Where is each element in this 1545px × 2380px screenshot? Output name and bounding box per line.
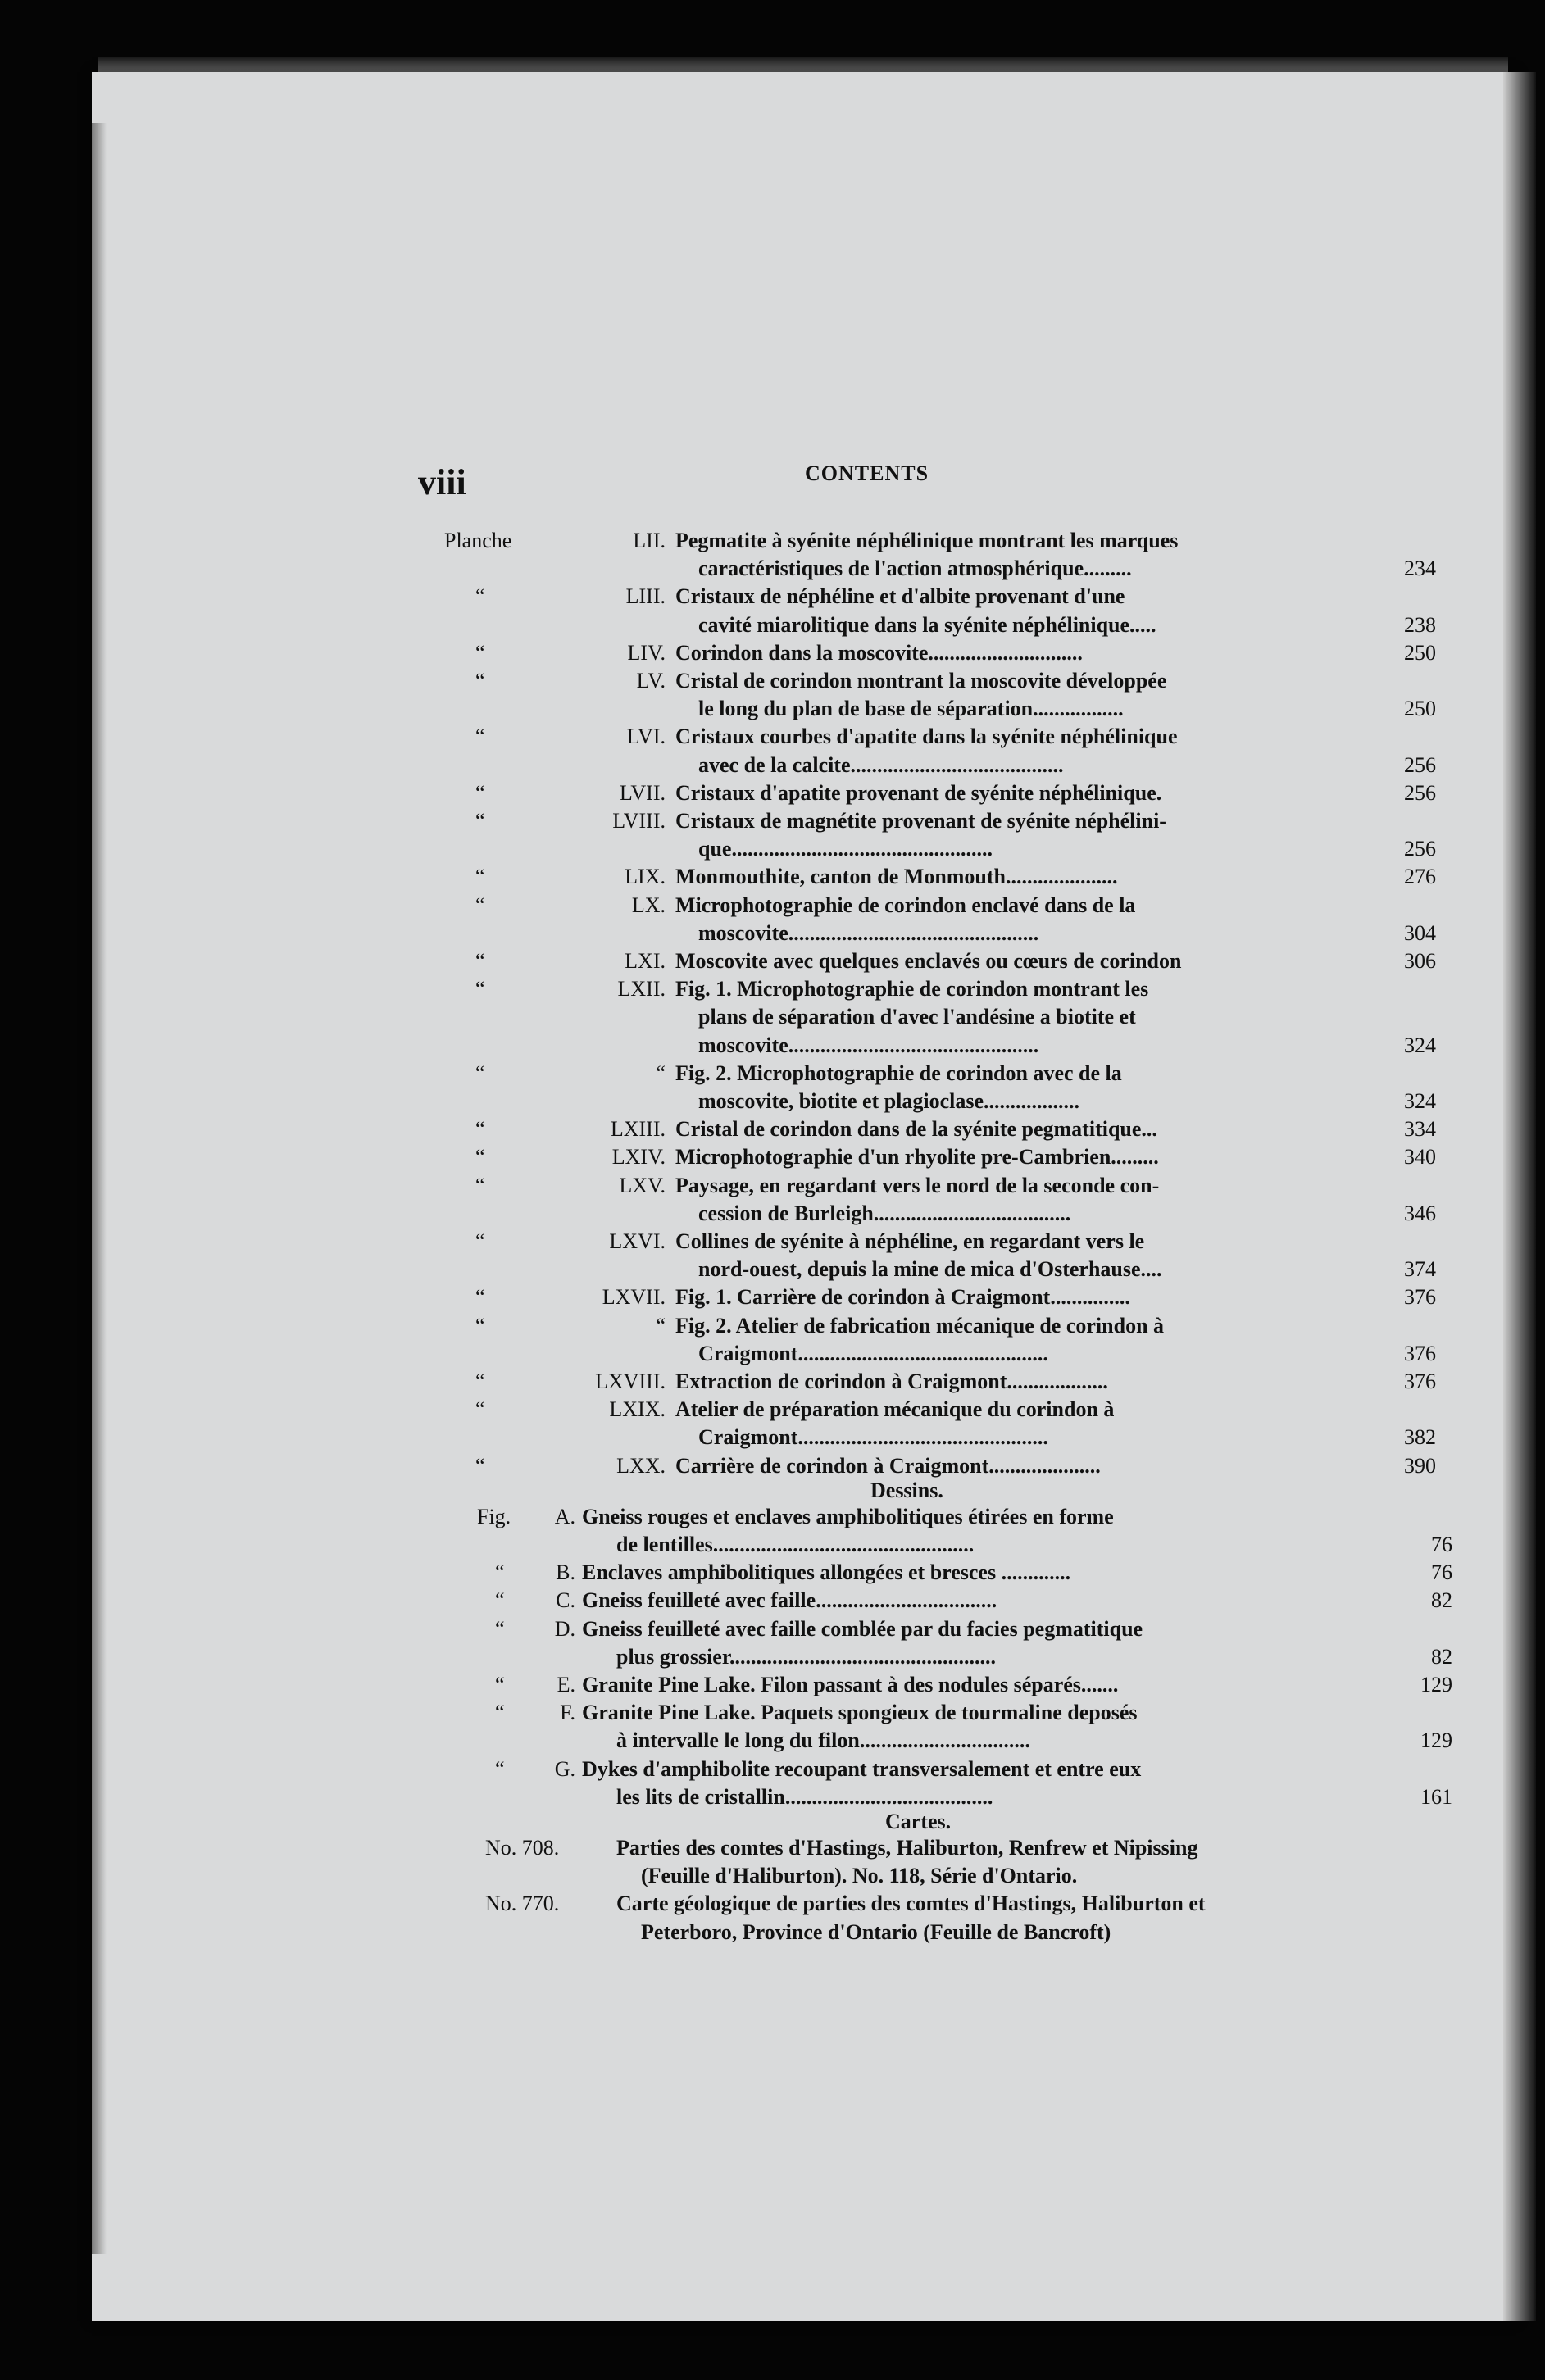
plate-number: LXV.: [619, 1173, 666, 1197]
section-heading-dessins: Dessins.: [870, 1478, 943, 1502]
figure-lead: “: [495, 1560, 505, 1585]
map-title: (Feuille d'Haliburton). No. 118, Série d'Ontario.: [641, 1864, 1078, 1888]
entry-lead: “: [475, 724, 485, 749]
entry-page-number: 304: [1404, 920, 1436, 945]
contents-entry: [92, 835, 1516, 863]
entry-title: moscovite...............................................: [698, 1033, 1039, 1057]
contents-entry: [92, 1060, 1516, 1088]
entry-lead: “: [475, 809, 485, 833]
figure-title: Gneiss rouges et enclaves amphibolitiques étirées en forme: [582, 1504, 1114, 1528]
page-number: viii: [418, 462, 466, 502]
entry-title: Fig. 2. Atelier de fabrication mécanique de corindon à: [675, 1313, 1165, 1338]
contents-entry: [92, 1256, 1516, 1283]
entry-title: le long du plan de base de séparation.................: [698, 697, 1124, 721]
figure-title: les lits de cristallin.......................................: [616, 1784, 993, 1809]
contents-entry: [92, 1452, 1516, 1480]
contents-entry: [92, 667, 1516, 695]
entry-title: Fig. 1. Carrière de corindon à Craigmont...............: [675, 1285, 1130, 1310]
contents-entry: [92, 807, 1516, 835]
plate-number: LXI.: [625, 949, 666, 973]
entry-page-number: 250: [1404, 697, 1436, 721]
figure-entry: [92, 1559, 1516, 1587]
figure-letter: G.: [554, 1756, 575, 1781]
figure-letter: C.: [556, 1588, 575, 1613]
contents-entry: [92, 1283, 1516, 1311]
plate-number: LXIX.: [609, 1397, 666, 1422]
entry-title: moscovite, biotite et plagioclase..................: [698, 1089, 1080, 1113]
contents-entry: [92, 1396, 1516, 1424]
entry-title: Microphotographie d'un rhyolite pre-Cambrien.........: [675, 1145, 1159, 1170]
plate-number: LIX.: [625, 865, 666, 889]
figure-title: Gneiss feuilleté avec faille..................................: [582, 1588, 997, 1613]
contents-entry: [92, 1143, 1516, 1171]
contents-entry: [92, 1368, 1516, 1396]
entry-page-number: 276: [1404, 865, 1436, 889]
entry-page-number: 306: [1404, 949, 1436, 973]
map-entry: [92, 1834, 1516, 1862]
figure-entry: [92, 1643, 1516, 1671]
scanned-page: [92, 72, 1516, 2321]
plate-number: LXII.: [617, 977, 666, 1002]
plate-number: LVII.: [619, 780, 666, 805]
entry-title: nord-ouest, depuis la mine de mica d'Osterhause....: [698, 1257, 1162, 1282]
plate-number: LXX.: [616, 1453, 666, 1478]
entry-title: Cristal de corindon montrant la moscovite développée: [675, 669, 1167, 693]
contents-entry: [92, 863, 1516, 891]
entry-page-number: 376: [1404, 1341, 1436, 1365]
entry-lead: Planche: [444, 529, 512, 552]
map-title: Parties des comtes d'Hastings, Haliburton, Renfrew et Nipissing: [616, 1836, 1198, 1860]
entry-title: caractéristiques de l'action atmosphérique.........: [698, 556, 1132, 581]
entry-lead: “: [475, 1117, 485, 1142]
contents-entry: [92, 920, 1516, 947]
map-entry: [92, 1862, 1516, 1890]
entry-page-number: 324: [1404, 1033, 1436, 1057]
entry-lead: “: [475, 1173, 485, 1197]
entry-title: Monmouthite, canton de Monmouth.....................: [675, 865, 1118, 889]
entry-title: Pegmatite à syénite néphélinique montrant les marques: [675, 529, 1179, 552]
plate-number: LVIII.: [612, 809, 666, 833]
entry-title: plans de séparation d'avec l'andésine a biotite et: [698, 1005, 1136, 1029]
entry-lead: “: [475, 1061, 485, 1085]
contents-entry: [92, 723, 1516, 751]
figure-title: plus grossier..................................................: [616, 1644, 996, 1669]
contents-entry: [92, 639, 1516, 667]
figure-letter: D.: [554, 1616, 575, 1641]
figure-entry: [92, 1783, 1516, 1811]
section-heading-cartes: Cartes.: [885, 1810, 952, 1833]
figure-title: Granite Pine Lake. Paquets spongieux de tourmaline deposés: [582, 1701, 1138, 1725]
entry-page-number: 346: [1404, 1201, 1436, 1225]
figure-entry: [92, 1531, 1516, 1559]
entry-lead: “: [475, 1145, 485, 1170]
entry-title: moscovite...............................................: [698, 920, 1039, 945]
entry-title: cession de Burleigh.....................................: [698, 1201, 1071, 1225]
contents-entry: [92, 1172, 1516, 1200]
figure-page-number: 76: [1431, 1560, 1452, 1585]
figure-lead: Fig.: [477, 1504, 511, 1528]
entry-page-number: 390: [1404, 1453, 1436, 1478]
figure-letter: F.: [560, 1701, 575, 1725]
contents-entry: [92, 1424, 1516, 1451]
plate-number: LVI.: [626, 724, 666, 749]
plate-number: LIV.: [627, 640, 666, 665]
plate-number: LXVI.: [609, 1229, 666, 1253]
page-edge-right: [1503, 72, 1536, 2321]
contents-entry: [92, 947, 1516, 975]
entry-page-number: 376: [1404, 1369, 1436, 1393]
plate-number: LII.: [633, 529, 666, 552]
contents-list: [92, 72, 1516, 2321]
figure-title: Enclaves amphibolitiques allongées et bresces .............: [582, 1560, 1071, 1585]
plate-number: “: [656, 1313, 666, 1338]
figure-entry: [92, 1671, 1516, 1699]
entry-lead: “: [475, 1229, 485, 1253]
entry-title: Cristaux d'apatite provenant de syénite néphélinique.: [675, 780, 1162, 805]
entry-title: Cristaux courbes d'apatite dans la syénite néphélinique: [675, 724, 1178, 749]
contents-entry: [92, 555, 1516, 583]
contents-entry: [92, 1032, 1516, 1060]
map-entry: [92, 1890, 1516, 1918]
figure-page-number: 129: [1420, 1673, 1452, 1696]
entry-lead: “: [475, 1369, 485, 1393]
entry-page-number: 324: [1404, 1089, 1436, 1113]
contents-entry: [92, 695, 1516, 723]
map-number: No. 708.: [485, 1836, 560, 1860]
figure-letter: A.: [554, 1504, 575, 1528]
plate-number: LX.: [631, 892, 666, 917]
figure-lead: “: [495, 1756, 505, 1781]
entry-page-number: 256: [1404, 837, 1436, 861]
figure-entry: [92, 1727, 1516, 1755]
entry-lead: “: [475, 1285, 485, 1310]
figure-title: de lentilles.................................................: [616, 1533, 975, 1556]
figure-page-number: 129: [1420, 1728, 1452, 1753]
entry-lead: “: [475, 949, 485, 973]
entry-lead: “: [475, 977, 485, 1002]
contents-entry: [92, 583, 1516, 611]
entry-lead: “: [475, 584, 485, 609]
entry-page-number: 234: [1404, 556, 1436, 581]
figure-letter: E.: [557, 1673, 575, 1696]
entry-page-number: 250: [1404, 640, 1436, 665]
entry-page-number: 256: [1404, 780, 1436, 805]
entry-lead: “: [475, 1453, 485, 1478]
figure-lead: “: [495, 1701, 505, 1725]
entry-page-number: 376: [1404, 1285, 1436, 1310]
entry-title: Craigmont...............................................: [698, 1425, 1048, 1450]
contents-entry: [92, 1340, 1516, 1368]
entry-page-number: 256: [1404, 752, 1436, 777]
entry-title: Fig. 2. Microphotographie de corindon avec de la: [675, 1061, 1122, 1085]
plate-number: “: [656, 1061, 666, 1085]
map-entry: [92, 1919, 1516, 1946]
running-head: CONTENTS: [805, 461, 929, 485]
entry-page-number: 374: [1404, 1257, 1436, 1282]
entry-lead: “: [475, 669, 485, 693]
entry-title: avec de la calcite........................................: [698, 752, 1064, 777]
entry-lead: “: [475, 1313, 485, 1338]
plate-number: LV.: [636, 669, 666, 693]
figure-title: à intervalle le long du filon................................: [616, 1728, 1030, 1753]
contents-entry: [92, 779, 1516, 807]
figure-letter: B.: [556, 1560, 575, 1585]
contents-entry: [92, 527, 1516, 555]
contents-entry: [92, 1312, 1516, 1340]
entry-title: Cristaux de néphéline et d'albite provenant d'une: [675, 584, 1125, 609]
contents-entry: [92, 975, 1516, 1003]
figure-entry: [92, 1699, 1516, 1727]
plate-number: LXIII.: [610, 1117, 666, 1142]
entry-lead: “: [475, 780, 485, 805]
figure-title: Dykes d'amphibolite recoupant transversalement et entre eux: [582, 1756, 1142, 1781]
contents-entry: [92, 1200, 1516, 1228]
figure-entry: [92, 1615, 1516, 1643]
entry-lead: “: [475, 1397, 485, 1422]
map-title: Peterboro, Province d'Ontario (Feuille de Bancroft): [641, 1919, 1111, 1944]
contents-entry: [92, 1003, 1516, 1031]
entry-title: Craigmont...............................................: [698, 1341, 1048, 1365]
entry-title: Corindon dans la moscovite.............................: [675, 640, 1083, 665]
entry-title: Cristaux de magnétite provenant de syénite néphélini-: [675, 809, 1166, 833]
figure-entry: [92, 1503, 1516, 1531]
figure-lead: “: [495, 1616, 505, 1641]
entry-title: que.................................................: [698, 837, 993, 861]
figure-page-number: 76: [1431, 1533, 1452, 1556]
entry-title: Extraction de corindon à Craigmont...................: [675, 1369, 1108, 1393]
map-number: No. 770.: [485, 1892, 560, 1916]
entry-lead: “: [475, 865, 485, 889]
figure-lead: “: [495, 1588, 505, 1613]
entry-title: Collines de syénite à néphéline, en regardant vers le: [675, 1229, 1145, 1253]
plate-number: LXVII.: [602, 1285, 666, 1310]
entry-page-number: 340: [1404, 1145, 1436, 1170]
entry-title: Moscovite avec quelques enclavés ou cœurs de corindon: [675, 949, 1182, 973]
entry-title: Atelier de préparation mécanique du corindon à: [675, 1397, 1115, 1422]
contents-entry: [92, 892, 1516, 920]
entry-title: Fig. 1. Microphotographie de corindon montrant les: [675, 977, 1149, 1002]
figure-page-number: 161: [1420, 1784, 1452, 1809]
figure-title: Gneiss feuilleté avec faille comblée par du facies pegmatitique: [582, 1616, 1143, 1641]
contents-entry: [92, 611, 1516, 639]
contents-entry: [92, 1115, 1516, 1143]
figure-title: Granite Pine Lake. Filon passant à des nodules séparés.......: [582, 1673, 1119, 1696]
map-title: Carte géologique de parties des comtes d'Hastings, Haliburton et: [616, 1892, 1206, 1916]
entry-page-number: 334: [1404, 1117, 1436, 1142]
contents-entry: [92, 752, 1516, 779]
entry-title: Microphotographie de corindon enclavé dans de la: [675, 892, 1136, 917]
plate-number: LXVIII.: [595, 1369, 666, 1393]
figure-entry: [92, 1755, 1516, 1783]
entry-title: Paysage, en regardant vers le nord de la seconde con-: [675, 1173, 1160, 1197]
entry-lead: “: [475, 640, 485, 665]
contents-entry: [92, 1088, 1516, 1115]
entry-page-number: 238: [1404, 612, 1436, 637]
figure-entry: [92, 1587, 1516, 1615]
contents-entry: [92, 1228, 1516, 1256]
entry-title: Cristal de corindon dans de la syénite pegmatitique...: [675, 1117, 1157, 1142]
entry-title: Carrière de corindon à Craigmont.....................: [675, 1453, 1101, 1478]
plate-number: LXIV.: [611, 1145, 666, 1170]
entry-title: cavité miarolitique dans la syénite néphélinique.....: [698, 612, 1156, 637]
figure-page-number: 82: [1431, 1644, 1452, 1669]
figure-lead: “: [495, 1673, 505, 1696]
figure-page-number: 82: [1431, 1588, 1452, 1613]
plate-number: LIII.: [625, 584, 666, 609]
page-edge-left: [92, 123, 107, 2254]
entry-lead: “: [475, 892, 485, 917]
entry-page-number: 382: [1404, 1425, 1436, 1450]
